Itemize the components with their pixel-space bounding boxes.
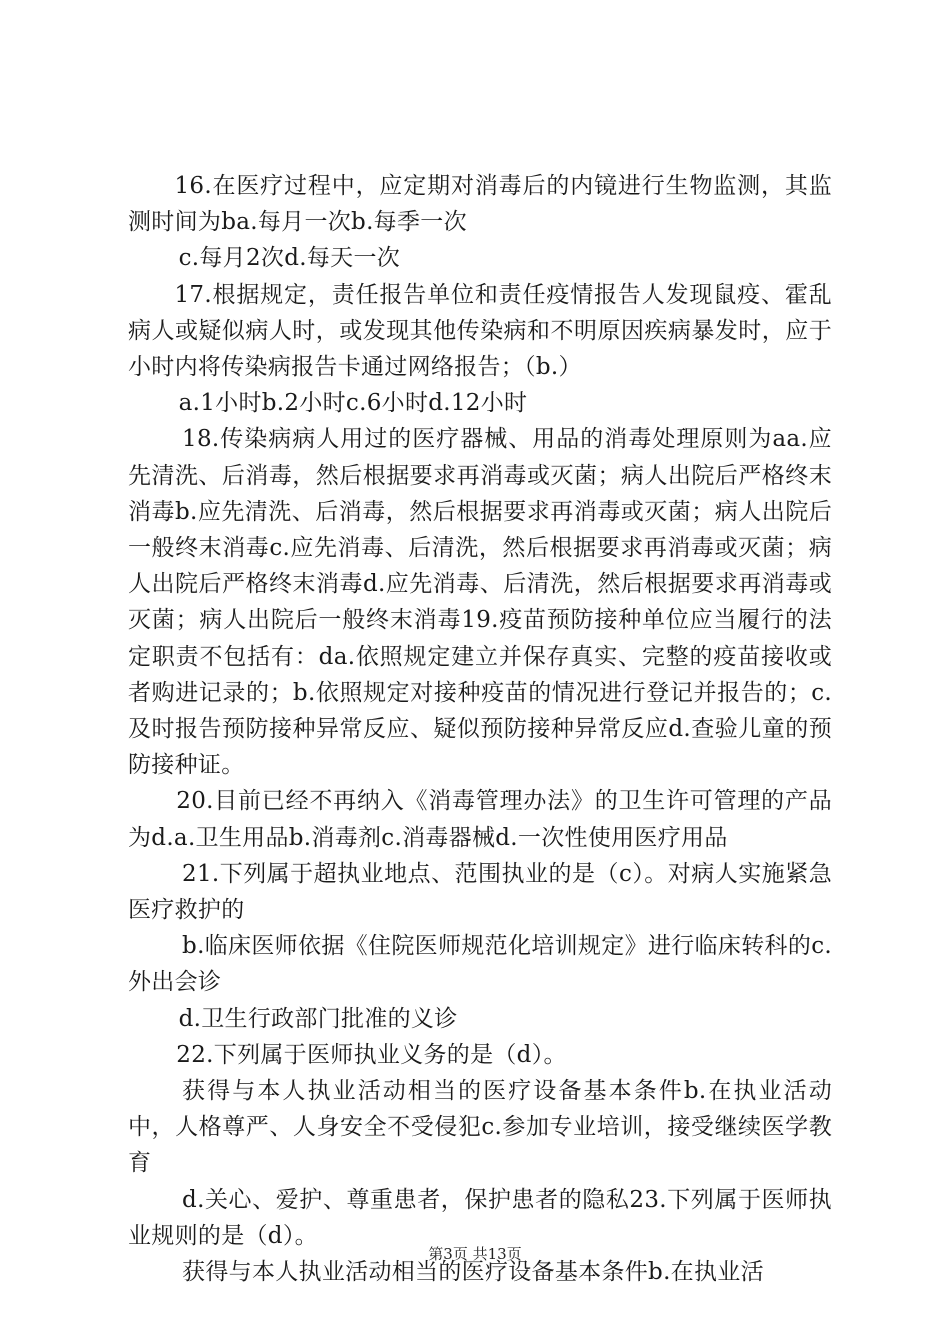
- paragraph-q21: 21.下列属于超执业地点、范围执业的是（c）。对病人实施紧急医疗救护的: [128, 860, 832, 924]
- paragraph-q17-options: a.1小时b.2小时c.6小时d.12小时: [178, 390, 528, 417]
- paragraph-q20: 20.目前已经不再纳入《消毒管理办法》的卫生许可管理的产品为d.a.卫生用品b.消毒剂c.消毒器械d.一次性使用医疗用品: [128, 788, 832, 851]
- paragraph-q23-options: 获得与本人执业活动相当的医疗设备基本条件b.在执业活: [182, 1259, 764, 1286]
- paragraph-q22: 22.下列属于医师执业义务的是（d）。: [176, 1041, 567, 1068]
- page-footer: [0, 1244, 950, 1264]
- paragraph-q18-q19: 18.传染病病人用过的医疗器械、用品的消毒处理原则为aa.应先清洗、后消毒，然后根据要求再消毒或灭菌；病人出院后严格终末消毒b.应先清洗、后消毒，然后根据要求再消毒或灭菌；病人出院后一般终末消毒c.应先消毒、后清洗，然后根据要求再消毒或灭菌；病人出院后严格终末消毒d.应先消毒、后清洗，然后根据要求再消毒或灭菌；病人出院后一般终末消毒19.疫苗预防接种单位应当履行的法定职责不包括有：da.依照规定建立并保存真实、完整的疫苗接收或者购进记录的；b.依照规定对接种疫苗的情况进行登记并报告的；c.及时报告预防接种异常反应、疑似预防接种异常反应d.查验儿童的预防接种证。: [128, 426, 832, 779]
- paragraph-q16-options: c.每月2次d.每天一次: [178, 245, 401, 272]
- paragraph-q17: 17.根据规定，责任报告单位和责任疫情报告人发现鼠疫、霍乱病人或疑似病人时，或发现其他传染病和不明原因疾病暴发时，应于小时内将传染病报告卡通过网络报告；（b.）: [128, 281, 832, 381]
- page-number-label: 第3页 共13页: [428, 1245, 522, 1263]
- paragraph-q21-option-b-c: b.临床医师依据《住院医师规范化培训规定》进行临床转科的c.外出会诊: [128, 933, 832, 996]
- paragraph-q21-option-d: d.卫生行政部门批准的义诊: [178, 1005, 458, 1032]
- paragraph-q22-options: 获得与本人执业活动相当的医疗设备基本条件b.在执业活动中，人格尊严、人身安全不受侵犯c.参加专业培训，接受继续医学教育: [128, 1078, 832, 1177]
- document-body: [128, 168, 832, 1290]
- paragraph-q16: 16.在医疗过程中，应定期对消毒后的内镜进行生物监测，其监测时间为ba.每月一次b.每季一次: [128, 173, 832, 236]
- paragraph-q22-option-d-q23: d.关心、爱护、尊重患者，保护患者的隐私23.下列属于医师执业规则的是（d）。: [128, 1186, 832, 1249]
